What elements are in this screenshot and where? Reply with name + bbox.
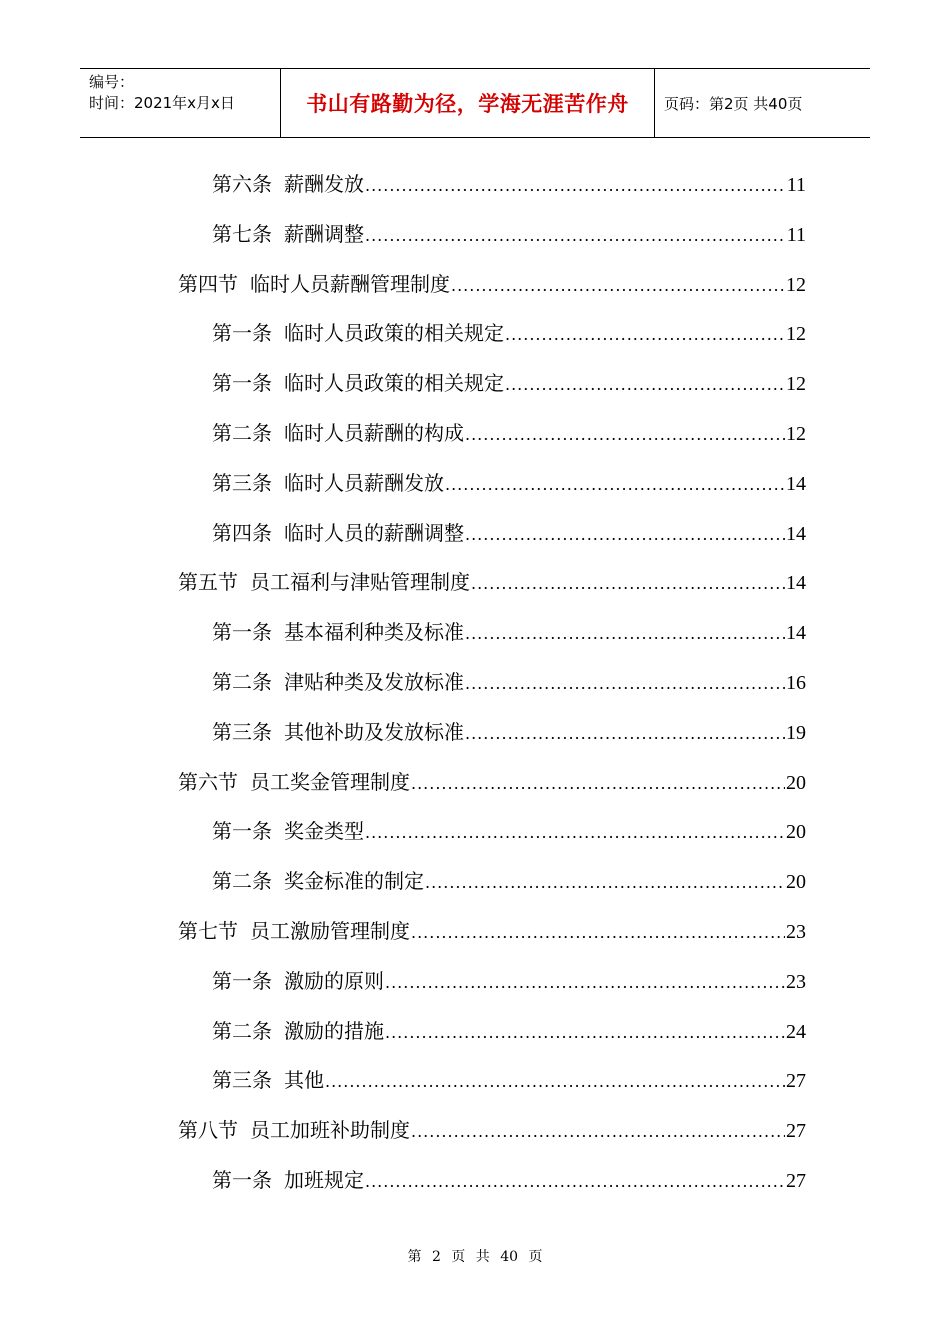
toc-section-entry[interactable]: [178, 917, 806, 945]
toc-entry-page: 12: [786, 373, 806, 396]
toc-entry-title: 临时人员政策的相关规定: [284, 371, 504, 396]
toc-dot-leader: [465, 521, 785, 549]
toc-entry-number: 第二条: [212, 869, 272, 894]
toc-entry-number: 第一条: [212, 968, 272, 993]
toc-entry-page: 27: [786, 1170, 806, 1192]
toc-section-entry[interactable]: [178, 1116, 806, 1144]
toc-entry-page: 12: [786, 273, 806, 296]
toc-entry-page: 20: [786, 771, 806, 794]
toc-entry-title: 临时人员薪酬管理制度: [250, 271, 450, 296]
toc-dot-leader: [465, 620, 785, 648]
toc-entry-page: 12: [786, 423, 806, 445]
document-date: 时间：2021年x月x日: [89, 94, 235, 112]
toc-entry-number: 第一条: [212, 819, 272, 844]
toc-dot-leader: [411, 770, 785, 798]
header-motto: 书山有路勤为径，学海无涯苦作舟: [306, 92, 629, 116]
toc-dot-leader: [445, 471, 785, 499]
toc-entry-page: 16: [786, 672, 806, 694]
toc-article-entry[interactable]: [212, 1017, 806, 1045]
toc-entry-title: 激励的措施: [284, 1018, 384, 1043]
toc-dot-leader: [465, 720, 785, 748]
toc-article-entry[interactable]: [212, 967, 806, 995]
toc-dot-leader: [365, 222, 786, 250]
toc-entry-title: 临时人员薪酬的构成: [284, 421, 464, 445]
toc-entry-title: 激励的原则: [284, 968, 384, 993]
toc-entry-page: 14: [786, 522, 806, 545]
toc-entry-page: 12: [786, 323, 806, 346]
toc-entry-number: 第六条: [212, 172, 272, 196]
toc-entry-title: 奖金标准的制定: [284, 869, 424, 894]
toc-article-entry[interactable]: [212, 369, 806, 397]
document-number-label: 编号：: [89, 73, 135, 91]
toc-entry-title: 员工奖金管理制度: [250, 769, 410, 794]
toc-dot-leader: [465, 670, 785, 698]
toc-entry-page: 20: [786, 871, 806, 894]
toc-article-entry[interactable]: [212, 1066, 806, 1094]
toc-entry-number: 第五节: [178, 570, 238, 595]
toc-entry-number: 第二条: [212, 670, 272, 694]
toc-dot-leader: [365, 1168, 785, 1196]
header-page-cell: [655, 69, 870, 137]
toc-entry-title: 津贴种类及发放标准: [284, 670, 464, 694]
toc-entry-title: 薪酬发放: [284, 172, 364, 196]
header-meta: [80, 69, 281, 137]
toc-entry-title: 薪酬调整: [284, 221, 364, 246]
toc-dot-leader: [505, 321, 785, 349]
toc-entry-page: 23: [786, 921, 806, 943]
toc-article-entry[interactable]: [212, 519, 806, 547]
toc-entry-number: 第二条: [212, 421, 272, 445]
toc-entry-number: 第六节: [178, 769, 238, 794]
toc-dot-leader: [411, 1118, 785, 1146]
toc-entry-number: 第七条: [212, 221, 272, 246]
toc-section-entry[interactable]: [178, 768, 806, 796]
toc-entry-number: 第三条: [212, 470, 272, 495]
toc-entry-title: 员工加班补助制度: [250, 1118, 410, 1143]
toc-entry-number: 第一条: [212, 620, 272, 645]
toc-article-entry[interactable]: [212, 618, 806, 646]
toc-entry-page: 11: [786, 174, 806, 196]
toc-article-entry[interactable]: [212, 867, 806, 895]
toc-dot-leader: [471, 570, 785, 598]
toc-entry-page: 14: [786, 472, 806, 495]
toc-dot-leader: [451, 272, 785, 300]
toc-entry-page: 24: [786, 1020, 806, 1043]
toc-entry-number: 第一条: [212, 371, 272, 396]
toc-entry-page: 11: [786, 223, 806, 246]
toc-section-entry[interactable]: [178, 568, 806, 596]
header-motto-cell: [281, 69, 655, 137]
toc-entry-page: 14: [786, 572, 806, 595]
toc-entry-page: 19: [786, 721, 806, 744]
toc-entry-page: 14: [786, 622, 806, 645]
toc-dot-leader: [365, 172, 786, 200]
toc-entry-number: 第四节: [178, 271, 238, 296]
header-page-info: 页码：第2页 共40页: [664, 94, 803, 113]
toc-article-entry[interactable]: [212, 668, 806, 696]
toc-dot-leader: [465, 421, 785, 449]
toc-article-entry[interactable]: [212, 419, 806, 447]
toc-article-entry[interactable]: [212, 170, 806, 198]
toc-entry-title: 临时人员的薪酬调整: [284, 520, 464, 545]
toc-article-entry[interactable]: [212, 319, 806, 347]
toc-dot-leader: [385, 969, 785, 997]
toc-entry-page: 23: [786, 970, 806, 993]
toc-entry-number: 第二条: [212, 1018, 272, 1043]
toc-entry-title: 临时人员政策的相关规定: [284, 321, 504, 346]
toc-entry-title: 员工激励管理制度: [250, 919, 410, 943]
toc-dot-leader: [365, 819, 785, 847]
toc-entry-page: 20: [786, 821, 806, 844]
toc-entry-number: 第七节: [178, 919, 238, 943]
page-header: [80, 68, 870, 138]
toc-entry-number: 第一条: [212, 321, 272, 346]
toc-entry-title: 其他: [284, 1068, 324, 1093]
toc-article-entry[interactable]: [212, 718, 806, 746]
toc-dot-leader: [325, 1068, 785, 1096]
toc-dot-leader: [505, 371, 785, 399]
toc-entry-number: 第一条: [212, 1168, 272, 1192]
toc-article-entry[interactable]: [212, 1166, 806, 1194]
toc-entry-title: 加班规定: [284, 1168, 364, 1192]
toc-dot-leader: [411, 919, 785, 947]
toc-article-entry[interactable]: [212, 817, 806, 845]
toc-entry-page: 27: [786, 1070, 806, 1093]
toc-entry-title: 临时人员薪酬发放: [284, 470, 444, 495]
toc-entry-title: 员工福利与津贴管理制度: [250, 570, 470, 595]
toc-entry-number: 第四条: [212, 520, 272, 545]
toc-entry-number: 第三条: [212, 719, 272, 744]
toc-entry-title: 其他补助及发放标准: [284, 719, 464, 744]
toc-article-entry[interactable]: [212, 220, 806, 248]
toc-article-entry[interactable]: [212, 469, 806, 497]
toc-dot-leader: [425, 869, 785, 897]
toc-entry-number: 第八节: [178, 1118, 238, 1143]
toc-dot-leader: [385, 1019, 785, 1047]
toc-entry-number: 第三条: [212, 1068, 272, 1093]
toc-entry-title: 奖金类型: [284, 819, 364, 844]
page-footer: 第 2 页 共 40 页: [407, 1249, 543, 1265]
toc-entry-title: 基本福利种类及标准: [284, 620, 464, 645]
toc-entry-page: 27: [786, 1120, 806, 1143]
toc-section-entry[interactable]: [178, 270, 806, 298]
